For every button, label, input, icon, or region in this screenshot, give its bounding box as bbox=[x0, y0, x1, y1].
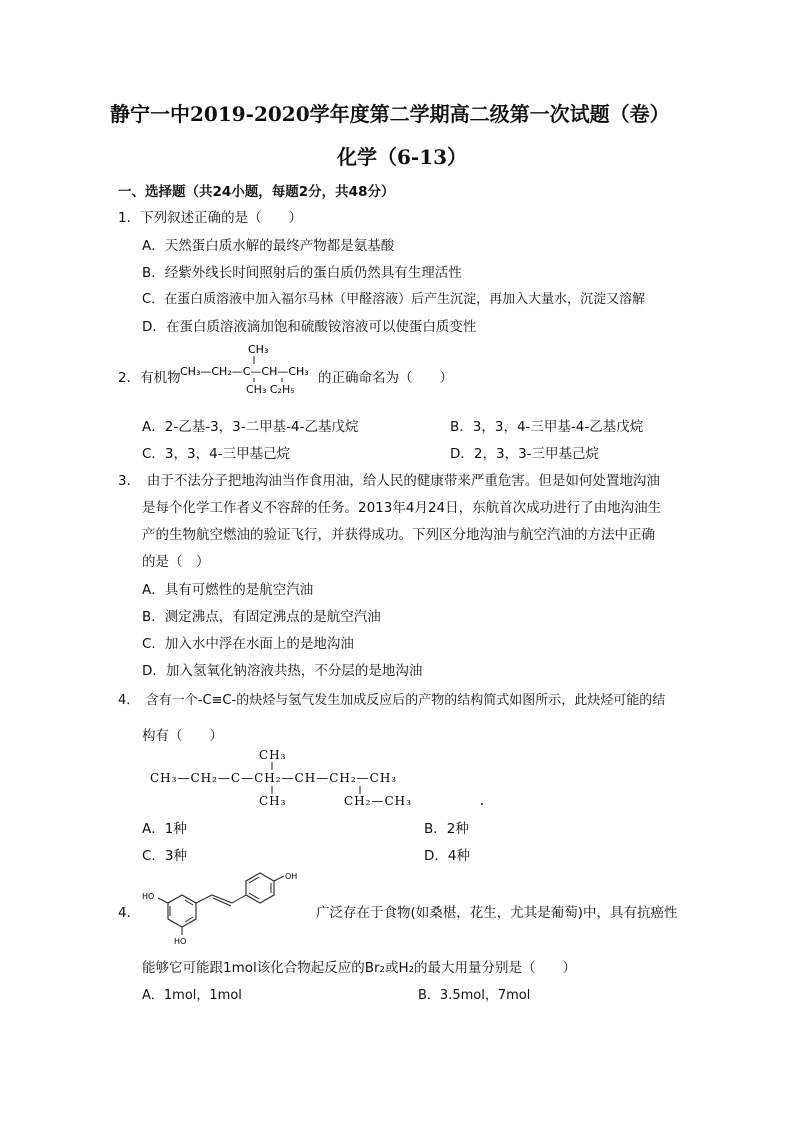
question-2-option-d: D．2，3，3-三甲基己烷 bbox=[450, 446, 600, 462]
question-2-option-c: C．3，3，4-三甲基己烷 bbox=[142, 446, 291, 462]
question-5-option-a: A．1mol，1mol bbox=[142, 988, 242, 1003]
question-1-stem: 1．下列叙述正确的是（ ） bbox=[118, 210, 303, 226]
question-3-line-2: 是每个化学工作者义不容辞的任务。2013年4月24日，东航首次成功进行了由地沟油生 bbox=[142, 500, 662, 516]
section-heading: 一、选择题（共24小题，每题2分，共48分） bbox=[118, 184, 395, 200]
q2-structure-top: CH₃ bbox=[248, 343, 269, 356]
question-2-substituents: CH₃ C₂H₅ bbox=[246, 383, 295, 396]
question-4-option-b: B．2种 bbox=[424, 821, 469, 837]
question-4-option-a: A．1种 bbox=[142, 821, 187, 837]
question-1-option-d: D．在蛋白质溶液滴加饱和硫酸铵溶液可以使蛋白质变性 bbox=[142, 319, 477, 335]
question-3-line-1: 3． 由于不法分子把地沟油当作食用油，给人民的健康带来严重危害。但是如何处置地沟油 bbox=[118, 473, 660, 489]
q4-structure-top: CH₃ bbox=[259, 748, 287, 762]
question-1-option-c: C．在蛋白质溶液中加入福尔马林（甲醛溶液）后产生沉淀，再加入大量水，沉淀又溶解 bbox=[142, 292, 646, 307]
question-5-line-1: 广泛存在于食物(如桑椹，花生，尤其是葡萄)中，具有抗癌性 bbox=[316, 905, 678, 921]
question-3-option-d: D．加入氢氧化钠溶液共热，不分层的是地沟油 bbox=[142, 663, 423, 679]
question-2-option-b: B．3，3，4-三甲基-4-乙基戊烷 bbox=[450, 419, 644, 435]
q2-structure-main: CH₃—CH₂—C—CH—CH₃ bbox=[180, 365, 309, 378]
question-3-line-3: 产的生物航空燃油的验证飞行，并获得成功。下列区分地沟油与航空汽油的方法中正确 bbox=[142, 527, 655, 543]
question-2-prefix: 2．有机物 bbox=[118, 370, 181, 386]
question-4-option-d: D．4种 bbox=[424, 848, 470, 864]
question-2-suffix: 的正确命名为（ ） bbox=[318, 370, 453, 386]
question-4-option-c: C．3种 bbox=[142, 848, 188, 864]
resveratrol-structure bbox=[140, 871, 310, 947]
oh-label-right: OH bbox=[285, 872, 298, 881]
question-5-option-b: B．3.5mol，7mol bbox=[418, 988, 531, 1003]
ho-label-top: HO bbox=[142, 892, 155, 901]
q4-structure-main: CH₃—CH₂—C—CH₂—CH—CH₂—CH₃ bbox=[150, 771, 398, 785]
question-5-line-2: 能够它可能跟1mol该化合物起反应的Br₂或H₂的最大用量分别是（ ） bbox=[142, 960, 577, 976]
question-1-option-b: B．经紫外线长时间照射后的蛋白质仍然具有生理活性 bbox=[142, 265, 462, 281]
question-4-structure bbox=[148, 746, 488, 808]
q4-structure-bottom-right: CH₂—CH₃ bbox=[344, 794, 412, 808]
question-4-line-1: 4． 含有一个-C≡C-的炔烃与氢气发生加成反应后的产物的结构简式如图所示，此炔烃可能的结 bbox=[118, 693, 666, 708]
question-5-number: 4． bbox=[118, 905, 141, 921]
question-2-structure bbox=[178, 342, 328, 384]
question-1-option-a: A．天然蛋白质水解的最终产物都是氨基酸 bbox=[142, 238, 395, 254]
ho-label-bottom: HO bbox=[174, 937, 187, 946]
question-3-line-4: 的是（ ） bbox=[142, 554, 210, 570]
q4-structure-bottom-left: CH₃ bbox=[259, 794, 287, 808]
exam-title: 静宁一中2019-2020学年度第二学期高二级第一次试题（卷） bbox=[110, 102, 670, 126]
question-3-option-a: A．具有可燃性的是航空汽油 bbox=[142, 582, 314, 598]
question-4-line-2: 构有（ ） bbox=[142, 728, 223, 744]
question-3-option-c: C．加入水中浮在水面上的是地沟油 bbox=[142, 636, 354, 652]
exam-subtitle: 化学（6-13） bbox=[337, 145, 468, 169]
question-3-option-b: B．测定沸点，有固定沸点的是航空汽油 bbox=[142, 609, 381, 625]
question-2-option-a: A．2-乙基-3，3-二甲基-4-乙基戊烷 bbox=[142, 419, 359, 435]
